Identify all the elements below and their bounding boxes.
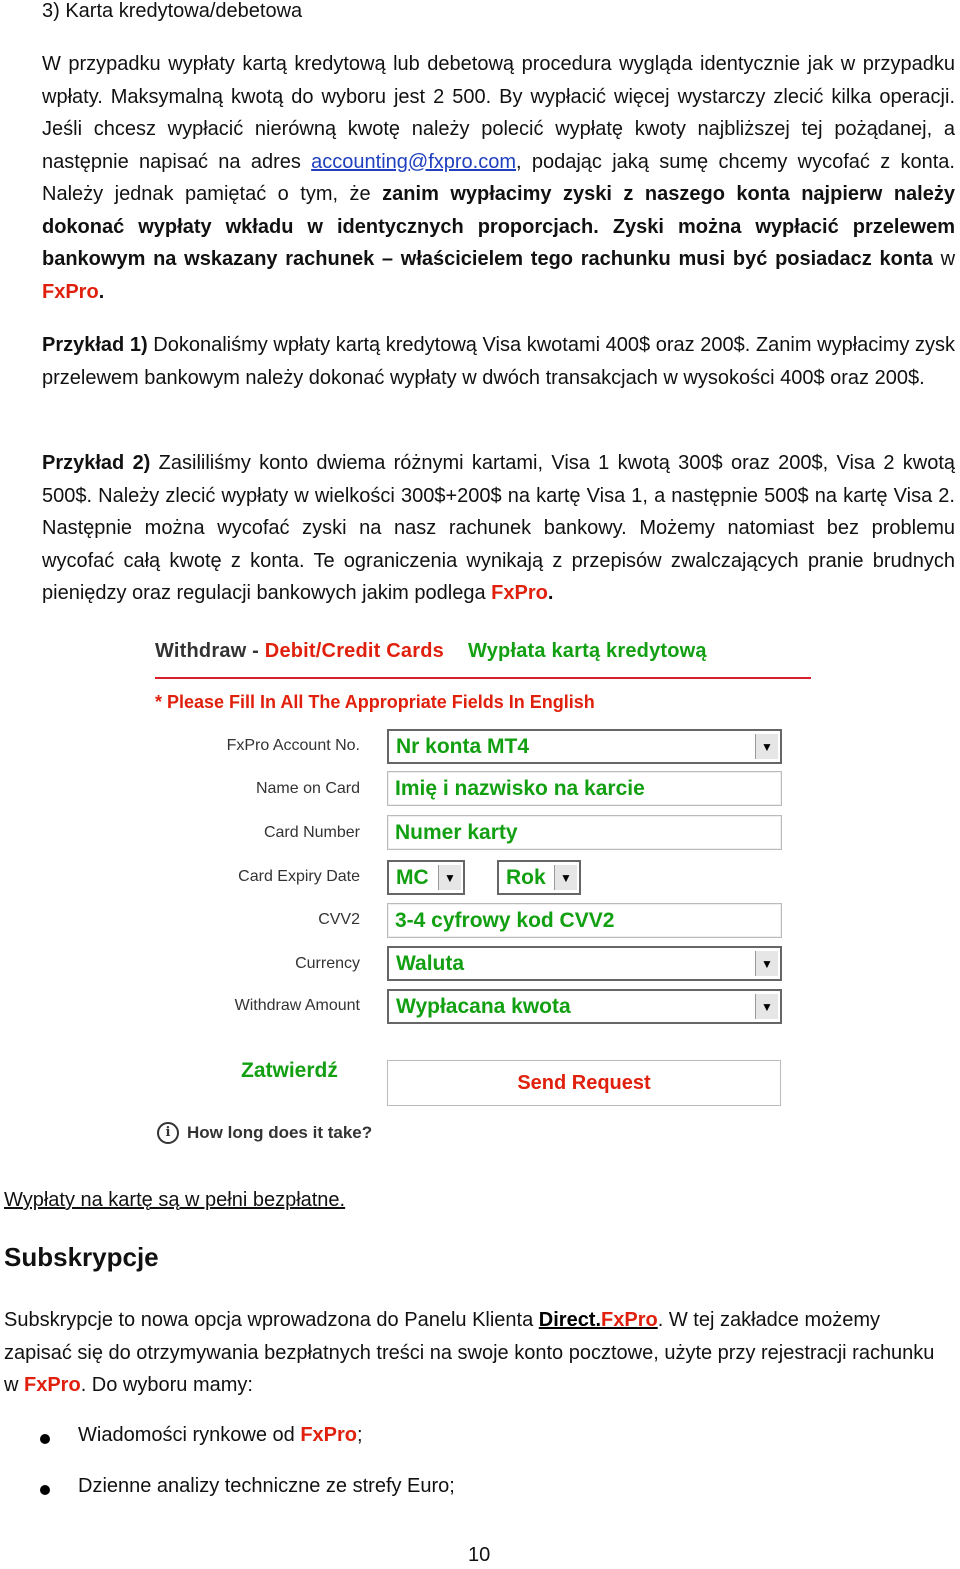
example-1-label: Przykład 1): [42, 334, 148, 356]
subscriptions-heading: Subskrypcje: [4, 1242, 159, 1272]
card-number-input[interactable]: [387, 815, 782, 850]
chevron-down-icon[interactable]: ▼: [755, 994, 778, 1019]
example-2-label: Przykład 2): [42, 452, 151, 474]
paragraph-card-withdrawal: [42, 48, 955, 308]
label-currency: Currency: [295, 955, 360, 972]
bullet-icon: [40, 1485, 50, 1495]
subscriptions-paragraph: [4, 1304, 944, 1402]
card-number-value: Numer karty: [395, 820, 518, 844]
expiry-year-value: Rok: [506, 865, 546, 889]
label-cvv: CVV2: [318, 911, 360, 928]
subs-text-2: . W tej zakładce możemy zapisać się do otrzymywania bezpłatnych treści na swoje konto pocztowe, użyte przy rejestracji rachunku w: [4, 1309, 935, 1396]
bullet-1-brand: FxPro: [300, 1424, 357, 1446]
form-title-cards: Debit/Credit Cards: [264, 640, 444, 662]
chevron-down-icon[interactable]: ▼: [438, 865, 461, 890]
form-title-divider: [155, 677, 811, 679]
example-2-text: Zasililiśmy konto dwiema różnymi kartami, Visa 1 kwotą 300$ oraz 200$, Visa 2 kwotą 500$. Należy zlecić wypłaty w wielkości 300$+200$ na kartę Visa 1, a następnie 500$ na kartę Visa 2. Następnie można wycofać zyski na nasz rachunek bankowy. Możemy natomiast bez problemu wycofać całą kwotę z konta. Te ograniczenia wynikają z przepisów zwalczających pranie brudnych pieniędzy oraz regulacji bankowych jakim podlega: [42, 452, 956, 604]
chevron-down-icon[interactable]: ▼: [755, 734, 778, 759]
name-on-card-input[interactable]: [387, 771, 782, 806]
account-select[interactable]: [387, 729, 782, 764]
label-amount: Withdraw Amount: [234, 997, 360, 1014]
paragraph-example-2: [42, 447, 955, 610]
currency-select[interactable]: [387, 946, 782, 981]
cvv-value: 3-4 cyfrowy kod CVV2: [395, 908, 615, 932]
label-expiry: Card Expiry Date: [238, 868, 360, 885]
how-long-link[interactable]: [157, 1122, 372, 1144]
expiry-year-select[interactable]: [497, 860, 581, 895]
amount-value: Wypłacana kwota: [396, 994, 571, 1018]
info-icon: i: [157, 1122, 179, 1144]
direct-fxpro-link[interactable]: [539, 1309, 658, 1331]
p1-brand: FxPro: [42, 280, 99, 303]
amount-select[interactable]: [387, 989, 782, 1024]
free-withdrawals-note: Wypłaty na kartę są w pełni bezpłatne.: [4, 1189, 346, 1211]
label-name: Name on Card: [255, 780, 360, 797]
direct-text: Direct.: [538, 1309, 602, 1331]
paragraph-example-1: [42, 329, 955, 394]
chevron-down-icon[interactable]: ▼: [554, 865, 577, 890]
p1-text-3: w: [932, 248, 956, 270]
example-1-text: Dokonaliśmy wpłaty kartą kredytową Visa kwotami 400$ oraz 200$. Zanim wypłacimy zysk przelewem bankowym należy dokonać wypłaty w dwóch transakcjach w wysokości 400$ oraz 200$.: [42, 334, 955, 389]
subs-brand: FxPro: [24, 1374, 81, 1396]
confirm-label: Zatwierdź: [241, 1059, 338, 1082]
required-note: * Please Fill In All The Appropriate Fields In English: [155, 692, 595, 712]
expiry-month-value: MC: [396, 865, 429, 889]
cvv-input[interactable]: [387, 903, 782, 938]
expiry-month-select[interactable]: [387, 860, 465, 895]
email-link[interactable]: accounting@fxpro.com: [311, 150, 517, 173]
p1-text-1: W przypadku wypłaty kartą kredytową lub debetową procedura wygląda identycznie jak w przypadku wpłaty. Maksymalną kwotą do wyboru jest 2 500. By wypłacić więcej wystarczy zlecić kilka operacji. Jeśli chcesz wypłacić nierówną kwotę należy polecić wypłatę kwoty najbliższej tej pożądanej, a następnie napisać na adres: [42, 53, 955, 173]
chevron-down-icon[interactable]: ▼: [755, 951, 778, 976]
page-number: 10: [468, 1544, 491, 1566]
p1-bold-text: zanim wypłacimy zyski z naszego konta najpierw należy dokonać wypłaty wkładu w identycznych proporcjach. Zyski można wypłacić przelewem bankowym na wskazany rachunek – właścicielem tego rachunku musi być posiadacz konta: [42, 183, 955, 270]
form-title: [155, 640, 707, 663]
label-card-number: Card Number: [263, 824, 360, 841]
label-account: FxPro Account No.: [226, 737, 360, 754]
how-long-text: How long does it take?: [187, 1123, 373, 1142]
name-on-card-value: Imię i nazwisko na karcie: [395, 776, 645, 800]
section-heading: 3) Karta kredytowa/debetowa: [42, 0, 303, 22]
bullet-1-end: ;: [357, 1424, 363, 1446]
bullet-item-1: [78, 1424, 363, 1447]
subs-text-3: . Do wyboru mamy:: [80, 1374, 253, 1396]
currency-value: Waluta: [396, 951, 465, 975]
account-select-value: Nr konta MT4: [396, 734, 530, 758]
p1-text-2: , podając jaką sumę chcemy wycofać z konta. Należy jednak pamiętać o tym, że: [42, 150, 955, 205]
form-title-polish: Wypłata kartą kredytową: [467, 640, 707, 662]
p3-brand: FxPro: [491, 582, 548, 604]
bullet-item-2: Dzienne analizy techniczne ze strefy Euro;: [78, 1475, 455, 1497]
direct-brand: FxPro: [601, 1309, 658, 1331]
p3-end: .: [547, 582, 554, 604]
subs-text-1: Subskrypcje to nowa opcja wprowadzona do Panelu Klienta: [4, 1309, 539, 1331]
form-title-withdraw: Withdraw -: [155, 640, 265, 662]
p1-end: .: [98, 280, 105, 303]
bullet-icon: [40, 1434, 50, 1444]
send-request-button[interactable]: Send Request: [387, 1060, 781, 1106]
bullet-1-text: Wiadomości rynkowe od: [78, 1424, 301, 1446]
